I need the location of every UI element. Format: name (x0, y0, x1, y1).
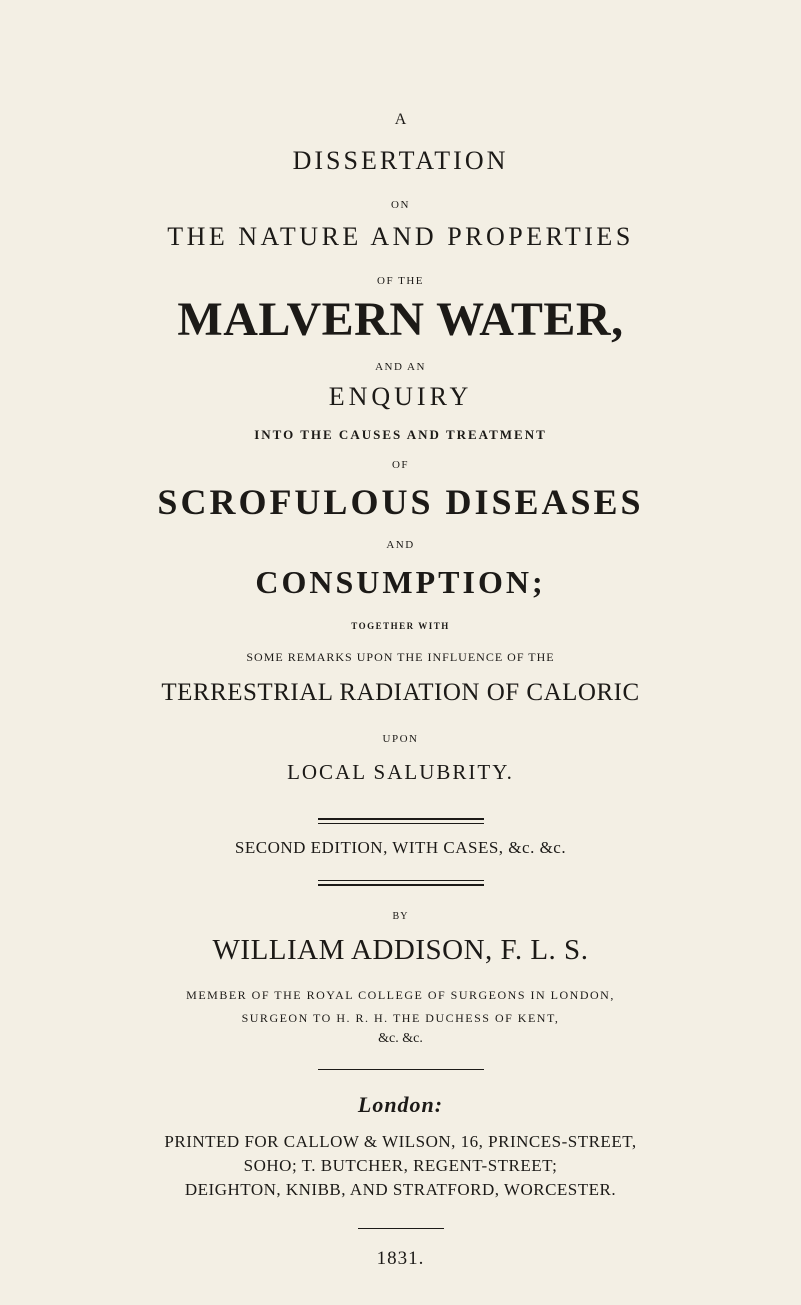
surgeon-credential-line: SURGEON TO H. R. H. THE DUCHESS OF KENT, (241, 1011, 560, 1025)
together-with-line: TOGETHER WITH (351, 621, 450, 631)
edition-top-rule-thin (318, 823, 484, 824)
printer-line-2: SOHO; T. BUTCHER, REGENT-STREET; (243, 1156, 558, 1175)
of-connector: OF (391, 459, 410, 471)
enquiry-heading: ENQUIRY (328, 382, 473, 411)
printer-line-1: PRINTED FOR CALLOW & WILSON, 16, PRINCES-STREET, (164, 1132, 637, 1151)
dissertation-heading: DISSERTATION (292, 146, 509, 175)
nature-properties-heading: THE NATURE AND PROPERTIES (167, 222, 634, 251)
printer-line-3: DEIGHTON, KNIBB, AND STRATFORD, WORCESTER. (184, 1180, 617, 1199)
publication-year: 1831. (376, 1248, 425, 1269)
and-connector: AND (386, 539, 415, 551)
edition-bottom-rule-thin (318, 880, 484, 881)
credential-etc-line: &c. &c. (378, 1031, 423, 1046)
edition-top-rule-thick (318, 818, 484, 820)
terrestrial-radiation-heading: TERRESTRIAL RADIATION OF CALORIC (161, 679, 640, 706)
upon-connector: UPON (382, 733, 419, 745)
imprint-divider-rule (318, 1069, 484, 1070)
consumption-heading: CONSUMPTION; (255, 564, 546, 600)
article-line: A (394, 111, 407, 128)
by-connector: BY (392, 911, 409, 922)
member-credential-line: MEMBER OF THE ROYAL COLLEGE OF SURGEONS IN LONDON, (186, 988, 615, 1002)
imprint-city: London: (357, 1092, 444, 1117)
edition-line: SECOND EDITION, WITH CASES, &c. &c. (234, 838, 567, 857)
and-an-connector: AND AN (375, 361, 426, 373)
scrofulous-heading: SCROFULOUS DISEASES (157, 482, 644, 522)
local-salubrity-heading: LOCAL SALUBRITY. (287, 760, 514, 784)
on-connector: ON (391, 199, 410, 211)
of-the-connector: OF THE (377, 275, 424, 287)
year-divider-rule (358, 1228, 444, 1229)
edition-bottom-rule-thick (318, 884, 484, 886)
some-remarks-line: SOME REMARKS UPON THE INFLUENCE OF THE (246, 650, 555, 664)
author-name: WILLIAM ADDISON, F. L. S. (212, 934, 589, 966)
malvern-water-title: MALVERN WATER, (177, 293, 624, 346)
into-causes-line: INTO THE CAUSES AND TREATMENT (254, 427, 547, 442)
